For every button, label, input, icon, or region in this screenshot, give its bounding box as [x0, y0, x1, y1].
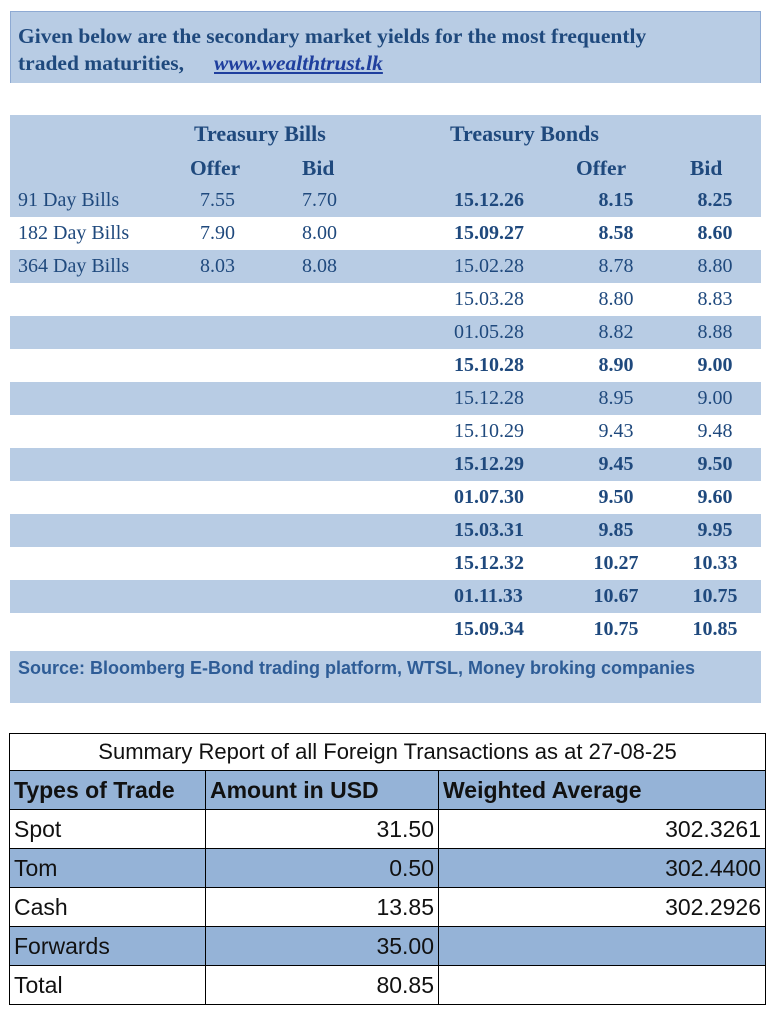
- fx-title-row: [10, 734, 766, 771]
- bond-bid: 8.83: [697, 288, 733, 310]
- spacer-band: [10, 83, 761, 115]
- header-types-of-trade: Types of Trade: [10, 771, 206, 810]
- amount-usd: 0.50: [206, 849, 439, 888]
- bond-offer: 8.90: [598, 354, 634, 376]
- bond-maturity: 15.12.28: [454, 387, 524, 409]
- bill-bid: 8.08: [302, 255, 337, 277]
- treasury-bills-heading: Treasury Bills: [194, 121, 326, 146]
- bond-offer: 8.15: [598, 189, 634, 211]
- bond-bid: 10.75: [692, 585, 738, 607]
- weighted-average: [439, 927, 766, 966]
- bond-maturity: 15.12.29: [454, 453, 524, 475]
- intro-text: [18, 23, 753, 77]
- bill-offer: 7.90: [200, 222, 235, 244]
- bond-offer: 8.58: [598, 222, 634, 244]
- yield-row: [10, 613, 761, 646]
- bill-offer: 7.55: [200, 189, 235, 211]
- bond-offer: 9.85: [598, 519, 634, 541]
- bill-name: 182 Day Bills: [18, 222, 130, 244]
- weighted-average: 302.3261: [439, 810, 766, 849]
- bond-offer: 10.67: [593, 585, 639, 607]
- weighted-average: [439, 966, 766, 1005]
- trade-type: Tom: [10, 849, 206, 888]
- bond-maturity: 15.12.26: [454, 189, 524, 211]
- fx-row-forwards: [10, 927, 766, 966]
- bonds-bid-header: Bid: [690, 156, 723, 180]
- yield-row: [10, 580, 761, 613]
- bond-maturity: 01.07.30: [454, 486, 524, 508]
- bond-bid: 8.25: [697, 189, 733, 211]
- bond-bid: 9.50: [697, 453, 733, 475]
- bond-maturity: 15.03.28: [454, 288, 524, 310]
- amount-usd: 80.85: [206, 966, 439, 1005]
- treasury-bonds-heading: Treasury Bonds: [450, 121, 599, 146]
- trade-type: Total: [10, 966, 206, 1005]
- bond-bid: 10.33: [692, 552, 738, 574]
- trade-type: Cash: [10, 888, 206, 927]
- bond-maturity: 15.10.29: [454, 420, 524, 442]
- source-note: Source: Bloomberg E-Bond trading platform, WTSL, Money broking companies: [18, 658, 696, 678]
- yield-row: [10, 382, 761, 415]
- intro-line-2: traded maturities,: [18, 51, 184, 75]
- bond-bid: 9.60: [697, 486, 733, 508]
- yield-row: [10, 184, 761, 217]
- bond-bid: 9.48: [697, 420, 733, 442]
- amount-usd: 35.00: [206, 927, 439, 966]
- bond-offer: 8.78: [598, 255, 634, 277]
- trade-type: Forwards: [10, 927, 206, 966]
- bill-bid: 7.70: [302, 189, 337, 211]
- bond-bid: 9.00: [697, 354, 733, 376]
- bond-maturity: 15.12.32: [454, 552, 524, 574]
- bond-bid: 9.95: [697, 519, 733, 541]
- yield-row: [10, 349, 761, 382]
- fx-title: Summary Report of all Foreign Transactions as at 27-08-25: [10, 734, 766, 771]
- bond-offer: 8.80: [598, 288, 634, 310]
- bond-offer: 9.43: [598, 420, 634, 442]
- bond-bid: 8.80: [697, 255, 733, 277]
- bill-bid: 8.00: [302, 222, 337, 244]
- header-weighted-average: Weighted Average: [439, 771, 766, 810]
- bond-offer: 9.50: [598, 486, 634, 508]
- bill-name: 91 Day Bills: [18, 189, 120, 211]
- secondary-market-yields-panel: [10, 11, 761, 703]
- fx-row-total: [10, 966, 766, 1005]
- yield-row: [10, 316, 761, 349]
- wealthtrust-link[interactable]: www.wealthtrust.lk: [214, 51, 383, 75]
- bill-offer: 8.03: [200, 255, 235, 277]
- bond-offer: 8.82: [598, 321, 634, 343]
- bond-offer: 9.45: [598, 453, 634, 475]
- header-amount-usd: Amount in USD: [206, 771, 439, 810]
- yield-row: [10, 547, 761, 580]
- yield-row: [10, 514, 761, 547]
- bond-maturity: 15.02.28: [454, 255, 524, 277]
- bond-maturity: 01.11.33: [454, 585, 523, 607]
- yield-row: [10, 250, 761, 283]
- bond-maturity: 15.09.34: [454, 618, 524, 640]
- bond-offer: 8.95: [598, 387, 634, 409]
- bill-name: 364 Day Bills: [18, 255, 130, 277]
- bond-maturity: 15.10.28: [454, 354, 524, 376]
- bond-maturity: 15.09.27: [454, 222, 524, 244]
- column-header-band: [10, 151, 761, 184]
- bond-bid: 10.85: [692, 618, 738, 640]
- amount-usd: 31.50: [206, 810, 439, 849]
- bond-offer: 10.75: [593, 618, 639, 640]
- bond-bid: 8.60: [697, 222, 733, 244]
- fx-row-spot: [10, 810, 766, 849]
- yield-row: [10, 448, 761, 481]
- bond-offer: 10.27: [593, 552, 639, 574]
- fx-header-row: [10, 771, 766, 810]
- intro-line-1: Given below are the secondary market yields for the most frequently: [18, 24, 647, 48]
- yield-row: [10, 283, 761, 316]
- bills-offer-header: Offer: [190, 156, 241, 180]
- yield-row: [10, 217, 761, 250]
- bond-bid: 9.00: [697, 387, 733, 409]
- weighted-average: 302.4400: [439, 849, 766, 888]
- weighted-average: 302.2926: [439, 888, 766, 927]
- yield-row: [10, 415, 761, 448]
- foreign-transactions-table: [9, 733, 766, 1005]
- group-header-band: [10, 115, 761, 151]
- amount-usd: 13.85: [206, 888, 439, 927]
- bond-bid: 8.88: [697, 321, 733, 343]
- bond-maturity: 15.03.31: [454, 519, 524, 541]
- yield-row: [10, 481, 761, 514]
- fx-row-tom: [10, 849, 766, 888]
- bills-bid-header: Bid: [302, 156, 335, 180]
- bonds-offer-header: Offer: [576, 156, 627, 180]
- trade-type: Spot: [10, 810, 206, 849]
- bond-maturity: 01.05.28: [454, 321, 524, 343]
- fx-row-cash: [10, 888, 766, 927]
